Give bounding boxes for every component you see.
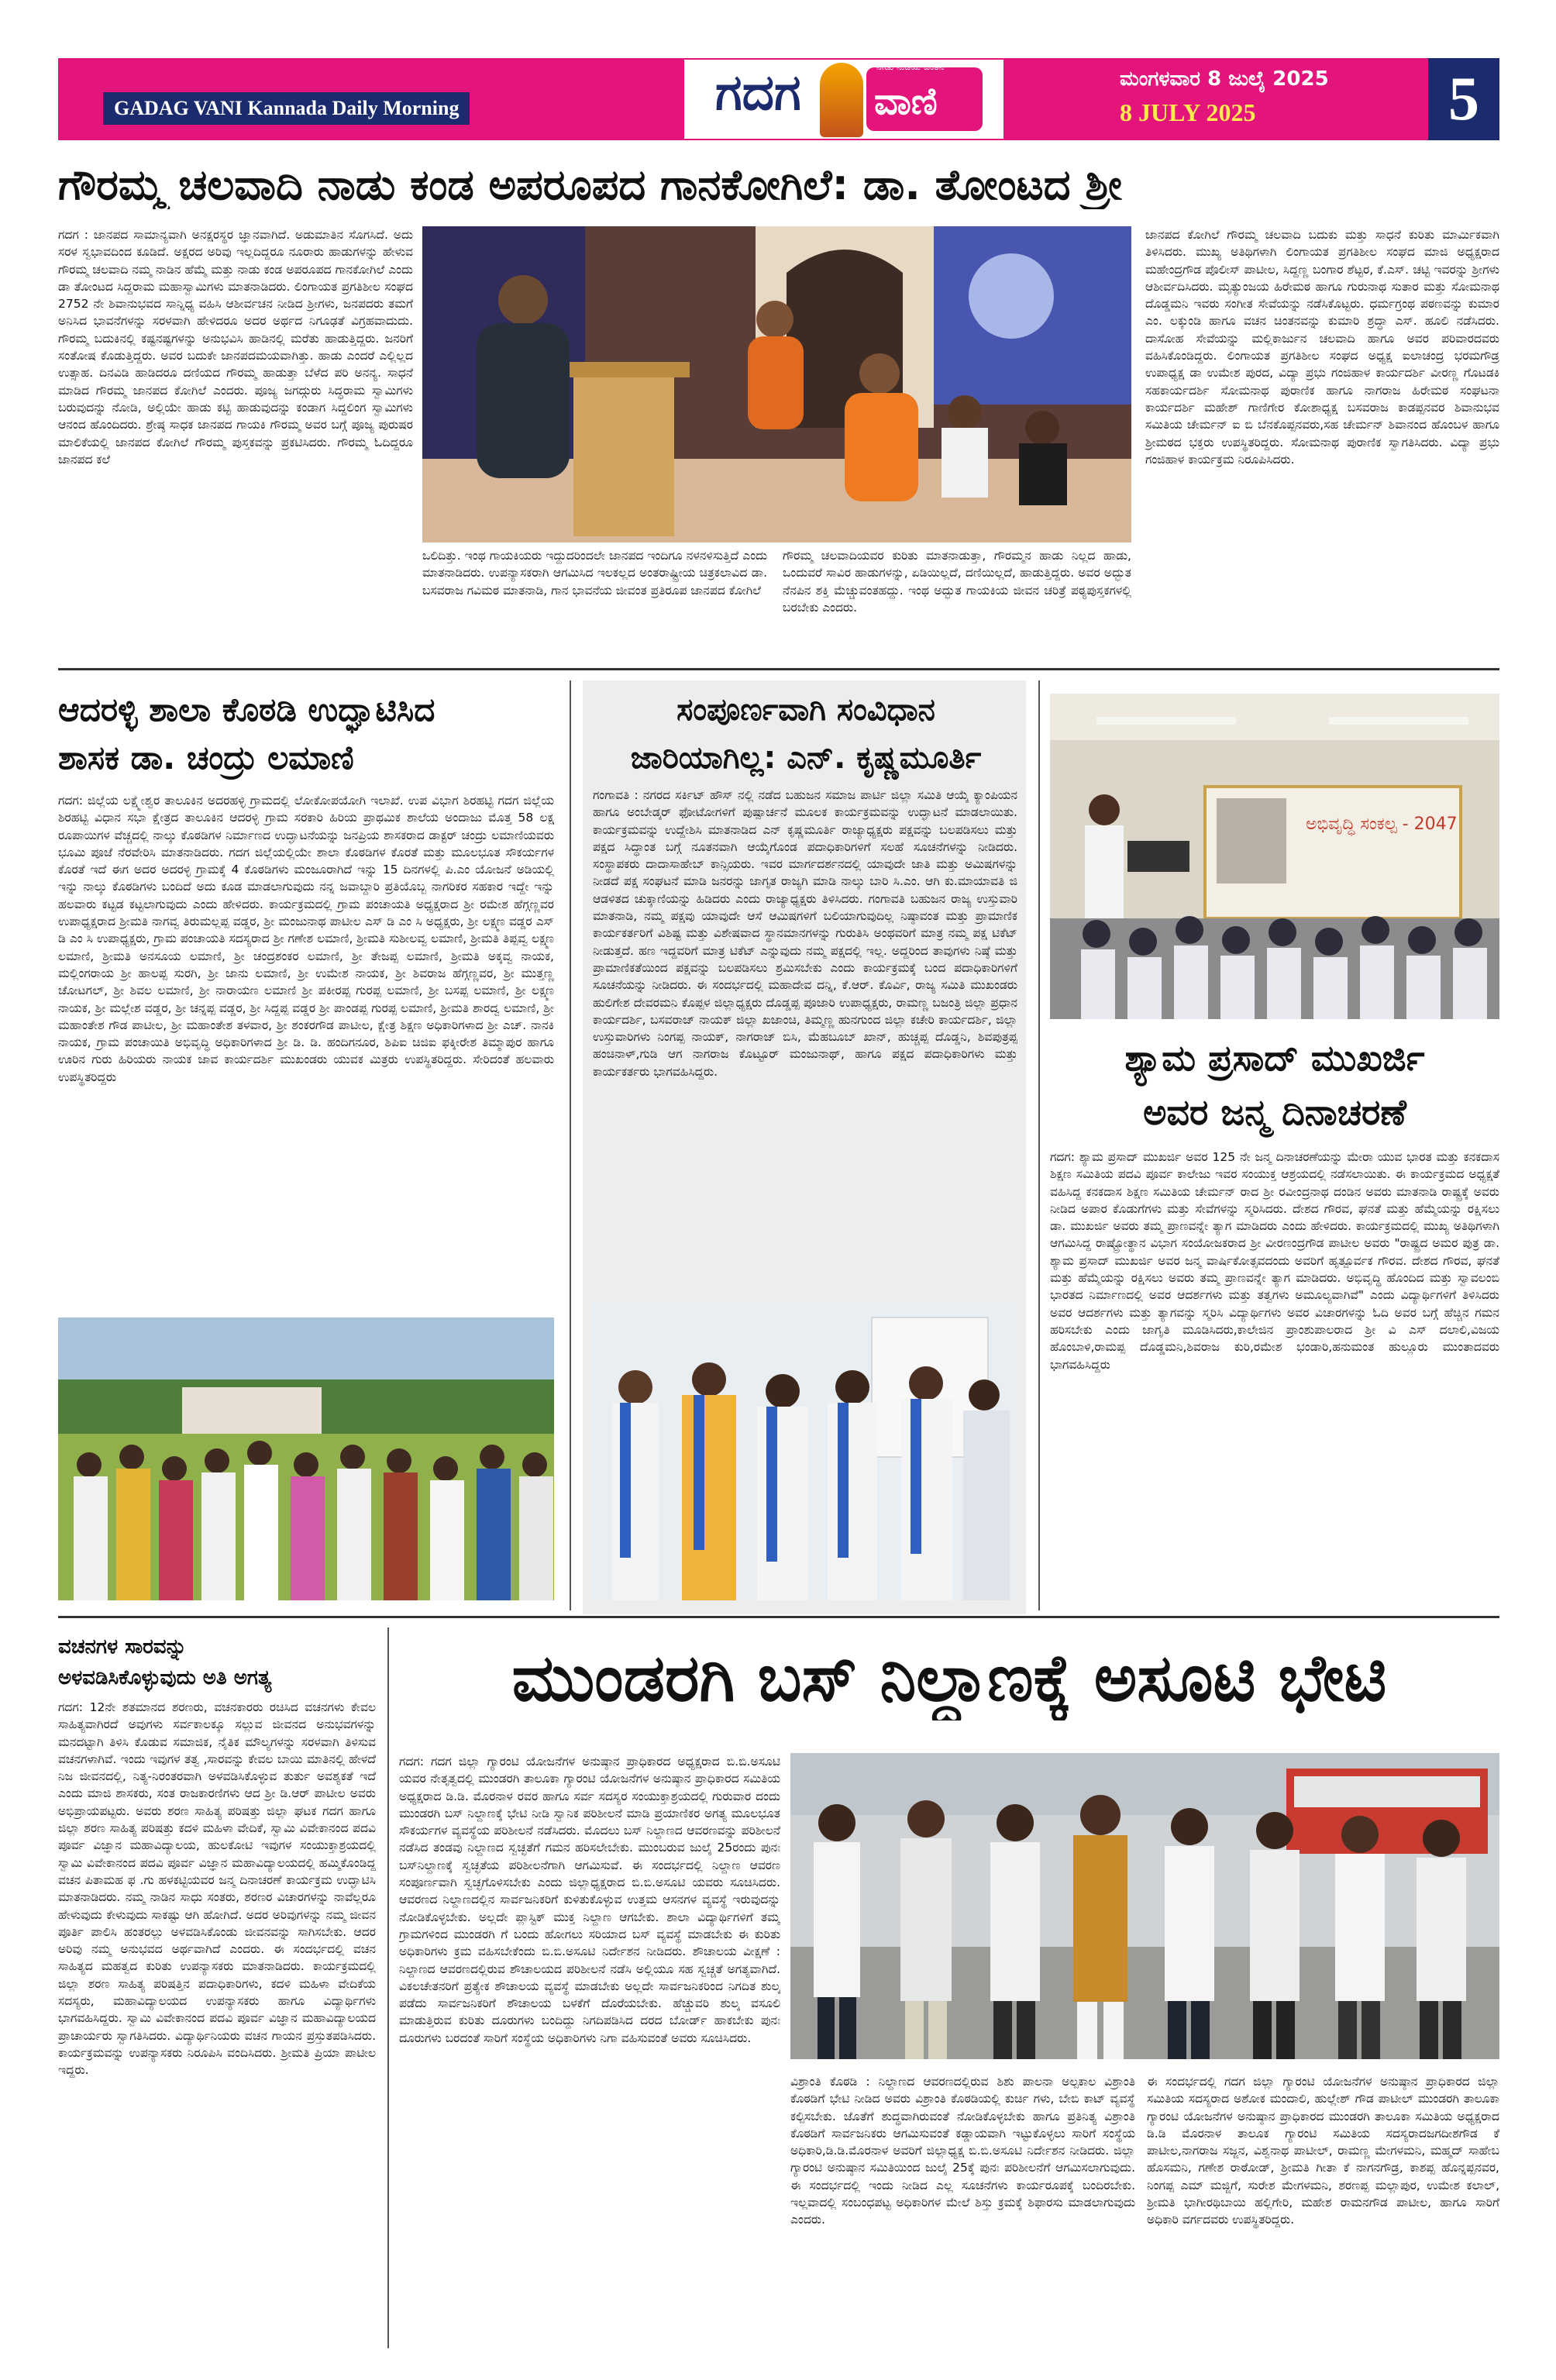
paper-english-title: GADAG VANI Kannada Daily Morning — [103, 92, 470, 125]
story6-body-mid: ವಿಶ್ರಾಂತಿ ಕೊಠಡಿ : ನಿಲ್ದಾಣದ ಆವರಣದಲ್ಲಿರುವ ಶಿಶು ಪಾಲನಾ ಅಲ್ಪಕಾಲ ವಿಶ್ರಾಂತಿ ಕೊಠಡಿಗೆ ಭೇಟಿ ನೀಡಿದ ಅವರು ವಿಶ್ರಾಂತಿ ಕೊಠಡಿಯಲ್ಲಿ ಕುರ್ಚಿ ಗಳು, ಬೇಬಿ ಕಾಟ್ ವ್ಯವಸ್ಥೆ ಕಲ್ಪಿಸಬೇಕು. ಜೊತೆಗೆ ಶುದ್ಧವಾಗಿರುವಂತೆ ನೋಡಿಕೊಳ್ಳಬೇಕು ಹಾಗೂ ಪ್ರತಿನಿತ್ಯ ವಿಶ್ರಾಂತಿ ಕೊಠಡಿಗೆ ಸಾರ್ವಜನಿಕರು ಆಗಮಿಸುವಂತೆ ಕಡ್ಡಾಯವಾಗಿ ಇಟ್ಟುಕೊಳ್ಳಲು ಸಾರಿಗೆ ಸಂಸ್ಥೆಯ ಅಧಿಕಾರಿ,ಡಿ.ಡಿ.ಮೊರನಾಳ ಅವರಿಗೆ ಜಿಲ್ಲಾಧ್ಯಕ್ಷ ಬಿ.ಬಿ.ಅಸೂಟಿ ನಿರ್ದೇಶನ ನೀಡಿದರು. ಜಿಲ್ಲಾ ಗ್ಯಾರಂಟಿ ಅನುಷ್ಠಾನ ಸಮಿತಿಯಿಂದ ಜುಲೈ 25ಕ್ಕೆ ಪುನಃ ಪರಿಶೀಲನೆಗೆ ಆಗಮಿಸಲಾಗುವುದು. ಈ ಸಂದರ್ಭದಲ್ಲಿ ಇಂದು ನೀಡಿದ ಎಲ್ಲ ಸೂಚನೆಗಳು ಕಾರ್ಯರೂಪಕ್ಕೆ ಬಂದಿರಬೇಕು. ಇಲ್ಲವಾದಲ್ಲಿ ಸಂಬಂಧಪಟ್ಟ ಅಧಿಕಾರಿಗಳ ಮೇಲೆ ಶಿಸ್ತು ಕ್ರಮಕ್ಕೆ ಶಿಫಾರಸು ಮಾಡಲಾಗುವುದು ಎಂದರು. — [790, 2075, 1135, 2227]
page-number: 5 — [1428, 58, 1499, 140]
story4-headline-line2: ಅವರ ಜನ್ಮ ದಿನಾಚರಣೆ — [1143, 1091, 1406, 1133]
masthead — [58, 58, 1499, 140]
logo-tagline: ನಾಡು ನುಡಿಯ ಚಿಂತನ — [876, 61, 945, 72]
story3-headline-line2: ಜಾರಿಯಾಗಿಲ್ಲ: ಎನ್. ಕೃಷ್ಣಮೂರ್ತಿ — [630, 740, 982, 776]
story1-photo — [422, 226, 1131, 542]
story5-headline-line2: ಅಳವಡಿಸಿಕೊಳ್ಳುವುದು ಅತಿ ಅಗತ್ಯ — [58, 1666, 272, 1689]
story4-body: ಗದಗ: ಶ್ಯಾಮ ಪ್ರಸಾದ್ ಮುಖರ್ಜಿ ಅವರ 125 ನೇ ಜನ್ಮ ದಿನಾಚರಣೆಯನ್ನು ಮೇರಾ ಯುವ ಭಾರತ ಮತ್ತು ಕನಕದಾಸ ಶಿಕ್ಷಣ ಸಮಿತಿಯ ಪದವಿ ಪೂರ್ವ ಕಾಲೇಜು ಇವರ ಸಂಯುಕ್ತ ಆಶ್ರಯದಲ್ಲಿ ನಡೆಸಲಾಯಿತು. ಈ ಕಾರ್ಯಕ್ರಮದ ಅಧ್ಯಕ್ಷತೆ ವಹಿಸಿದ್ದ ಕನಕದಾಸ ಶಿಕ್ಷಣ ಸಮಿತಿಯ ಚೇರ್ಮನ್ ರಾದ ಶ್ರೀ ರವೀಂದ್ರನಾಥ ದಂಡಿನ ಅವರು ಮಾತನಾಡಿ ರಾಷ್ಟ್ರಕ್ಕೆ ಅವರು ನೀಡಿದ ಅಪಾರ ಕೊಡುಗೆಗಳು ಮತ್ತು ಸೇವೆಗಳನ್ನು ಸ್ಮರಿಸಿದರು. ದೇಶದ ಗೌರವ, ಘನತೆ ಮತ್ತು ಹೆಮ್ಮೆಯನ್ನು ರಕ್ಷಿಸಲು ಡಾ. ಮುಖರ್ಜಿ ಅವರು ತಮ್ಮ ಪ್ರಾಣವನ್ನೇ ತ್ಯಾಗ ಮಾಡಿದರು ಎಂದು ಹೇಳಿದರು. ಕಾರ್ಯಕ್ರಮದಲ್ಲಿ ಮುಖ್ಯ ಅತಿಥಿಗಳಾಗಿ ಆಗಮಿಸಿದ್ದ ರಾಷ್ಟ್ರೋತ್ಥಾನ ವಿಭಾಗ ಸಂಯೋಜಕರಾದ ಶ್ರೀ ವೀರಣಂದ್ರಗೌಡ ಪಾಟೀಲ ಅವರು "ರಾಷ್ಟ್ರದ ಅಮರ ಪುತ್ರ ಡಾ. ಶ್ಯಾಮ ಪ್ರಸಾದ್ ಮುಖರ್ಜಿ ಅವರ ಜನ್ಮ ವಾರ್ಷಿಕೋತ್ಸವದಂದು ಅವರಿಗೆ ಹೃತ್ಪೂರ್ವಕ ಗೌರವ. ದೇಶದ ಗೌರವ, ಘನತೆ ಮತ್ತು ಹೆಮ್ಮೆಯನ್ನು ರಕ್ಷಿಸಲು ಅವರು ತಮ್ಮ ಪ್ರಾಣವನ್ನೇ ತ್ಯಾಗ ಮಾಡಿದರು. ಅಭಿವೃದ್ಧಿ ಹೊಂದಿದ ಮತ್ತು ಸ್ವಾವಲಂಬಿ ಭಾರತದ ನಿರ್ಮಾಣದಲ್ಲಿ ಅವರ ಆದರ್ಶಗಳು ಮತ್ತು ತತ್ವಗಳು ಅಮೂಲ್ಯವಾಗಿವೆ" ಎಂದು ವಿದ್ಯಾರ್ಥಿಗಳಿಗೆ ತಿಳಿಸಿದರು ಅವರ ಆದರ್ಶಗಳು ಮತ್ತು ತ್ಯಾಗವನ್ನು ಸ್ಮರಿಸಿ ವಿದ್ಯಾರ್ಥಿಗಳು ಅವರ ವಿಚಾರಗಳನ್ನು ಓದಿ ಅವರ ಬಗ್ಗೆ ಹೆಚ್ಚಿನ ಗಮನ ಹರಿಸಬೇಕು ಎಂದು ಜಾಗೃತಿ ಮೂಡಿಸಿದರು,ಕಾಲೇಜಿನ ಪ್ರಾಂಶುಪಾಲರಾದ ಶ್ರೀ ವಿ ಎಸ್ ದಲಾಲಿ,ವಿಜಯ ಹೊಂಬಾಳಿ,ರಾಮಪ್ಪ ದೊಡ್ಡಮನಿ,ಶಿವರಾಜ ಕುರಿ,ರಮೇಶ ಭಂಡಾರಿ,ಹನುಮಂತ ಹುಲ್ಲೂರು ಮುಂತಾದವರು ಭಾಗವಹಿಸಿದ್ದರು — [1050, 1150, 1499, 1372]
story2-headline — [58, 686, 554, 782]
story2-body: ಗದಗ: ಜಿಲ್ಲೆಯ ಲಕ್ಷ್ಮೇಶ್ವರ ತಾಲೂಕಿನ ಅದರಹಳ್ಳಿ ಗ್ರಾಮದಲ್ಲಿ ಲೋಕೋಪಯೋಗಿ ಇಲಾಖೆ. ಉಪ ವಿಭಾಗ ಶಿರಹಟ್ಟಿ ಗದಗ ಜಿಲ್ಲೆಯ ಶಿರಹಟ್ಟಿ ವಿಧಾನ ಸಭಾ ಕ್ಷೇತ್ರದ ತಾಲೂಕಿನ ಆದರಳ್ಳಿ ಗ್ರಾಮ ಸರಕಾರಿ ಹಿರಿಯ ಪ್ರಾಥಮಿಕ ಶಾಲೆಯ ಅಂದಾಜು ಮೊತ್ತ 58 ಲಕ್ಷ ರೂಪಾಯಿಗಳ ವೆಚ್ಚದಲ್ಲಿ ನಾಲ್ಕು ಕೊಠಡಿಗಳ ನಿರ್ಮಾಣದ ಉದ್ಘಾಟನೆಯನ್ನು ಜನಪ್ರಿಯ ಶಾಸಕರಾದ ಡಾಕ್ಟರ್ ಚಂದ್ರು ಲಮಾಣಿಯವರು ಭೂಮಿ ಪೂಜೆ ನೆರವೇರಿಸಿ ಮಾತನಾಡಿದರು. ಗದಗ ಜಿಲ್ಲೆಯಲ್ಲಿಯೇ ಶಾಲಾ ಕೊಠಡಿಗಳ ಕೊರತೆ ಮತ್ತು ಮೂಲಭೂತ ಸೌಕರ್ಯಗಳ ಕೊರತೆ ಇದೆ ಈಗ ಅದರ ಅದರಳ್ಳಿ ಗ್ರಾಮಕ್ಕೆ 4 ಕೊಠಡಿಗಳು ಮಂಜೂರಾಗಿದೆ ಇನ್ನು 15 ದಿನಗಳಲ್ಲಿ ಪಿ.ಎಂ ಯೋಜನೆ ಅಡಿಯಲ್ಲಿ ಇನ್ನು ನಾಲ್ಕು ಕೊಠಡಿಗಳು ಬಂದಿದೆ ಅದು ಕೂಡ ಮಾಡಲಾಗುವುದು ನನ್ನ ಜವಾಬ್ದಾರಿ ಪ್ರತಿಯೊಬ್ಬ ನಾಗರಿಕರ ಸಹಕಾರ ಇದ್ದೇ ಇನ್ನು ಹಲವಾರು ಕಟ್ಟಡ ಕಟ್ಟಲಾಗುವುದು ಎಂದು ಹೇಳಿದರು. ಕಾರ್ಯಕ್ರಮದಲ್ಲಿ ಗ್ರಾಮ ಪಂಚಾಯತಿ ಅಧ್ಯಕ್ಷರಾದ ಶ್ರೀ ರಮೇಶ ಹೆಗ್ಗಣ್ಣವರ ಉಪಾಧ್ಯಕ್ಷರಾದ ಶ್ರೀಮತಿ ನಾಗವ್ವ ತಿರುಮಲ್ಲಪ್ಪ ವಡ್ಡರ, ಶ್ರೀ ಮಂಜುನಾಥ ಪಾಟೀಲ ಎಸ್ ಡಿ ಎಂ ಸಿ ಅಧ್ಯಕ್ಷರು, ಶ್ರೀ ಲಕ್ಷ್ಮಣ ವಡ್ಡರ ಎಸ್ ಡಿ ಎಂ ಸಿ ಉಪಾಧ್ಯಕ್ಷರು, ಗ್ರಾಮ ಪಂಚಾಯತಿ ಸದಸ್ಯರಾದ ಶ್ರೀ ಗಣೇಶ ಲಮಾಣಿ, ಶ್ರೀಮತಿ ಸುಶೀಲವ್ವ ಲಮಾಣಿ, ಶ್ರೀಮತಿ ತಿಪ್ಪವ್ವ ಲಕ್ಷ್ಮಣ ಲಮಾಣಿ, ಶ್ರೀಮತಿ ಅನಸೂಯ ಲಮಾಣಿ, ಶ್ರೀ ಚಂದ್ರಶಂಕರ ಲಮಾಣಿ, ಶ್ರೀ ತೇಜಪ್ಪ ಲಮಾಣಿ, ಶ್ರೀಮತಿ ಅಕ್ಕವ್ವ ನಾಯಕ, ಮಲ್ಲಿಂಗರಾಯ ಶ್ರೀ ಹಾಲಪ್ಪ ಸುರಗಿ, ಶ್ರೀ ಜಾನು ಲಮಾಣಿ, ಶ್ರೀ ಉಮೇಶ ನಾಯಕ, ಶ್ರೀ ಶಿವರಾಜ ಹೆಗ್ಗಣ್ಣವರ, ಶ್ರೀ ಮುತ್ತಣ್ಣ ಚೋಟಗಲ್, ಶ್ರೀ ಶಿವಲ ಲಮಾಣಿ, ಶ್ರೀ ನಾರಾಯಣ ಲಮಾಣಿ ಶ್ರೀ ಪಕೀರಪ್ಪ ಗುರಪ್ಪ ಲಮಾಣಿ, ಶ್ರೀ ಬಸಪ್ಪ ಲಮಾಣಿ, ಶ್ರೀ ಲಕ್ಷ್ಮಣ ನಾಯಕ, ಶ್ರೀ ಮಲ್ಲೇಶ ವಡ್ಡರ, ಶ್ರೀ ಚನ್ನಪ್ಪ ವಡ್ಡರ, ಶ್ರೀ ಸಿದ್ದಪ್ಪ ವಡ್ಡರ ಶ್ರೀ ಪಾಂಡಪ್ಪ ಗುರಪ್ಪ ಲಮಾಣಿ, ಶ್ರೀಮತಿ ಶಾರದ್ವ ಲಮಾಣಿ, ಶ್ರೀ ಮಹಾಂತೇಶ ಗೌಡ ಪಾಟೀಲ, ಶ್ರೀ ಮಹಾಂತೇಶ ತಳವಾರ, ಶ್ರೀ ಶಂಕರಗೌಡ ಪಾಟೀಲ, ಕ್ಷೇತ್ರ ಶಿಕ್ಷಣ ಅಧಿಕಾರಿಗಳಾದ ಶ್ರೀ ಎಚ್. ನಾನಕಿ ನಾಯಕ, ಗ್ರಾಮ ಪಂಚಾಯಿತಿ ಅಭಿವೃದ್ಧಿ ಅಧಿಕಾರಿಗಳಾದ ಶ್ರೀ ಡಿ. ಡಿ. ಹಂದಿಗನೂರ, ಶಿಪಿಐ ಚಿಜಿಐ ಫಕ್ಕೀರೇಶ ತಿಮ್ಮಾಪುರ ಹಾಗೂ ಊರಿನ ಗುರು ಹಿರಿಯರು ನಾಯಕ ಜಾವ ಕಾರ್ಯದರ್ಶಿ ಮುಖಂಡರು ಯುವಕ ಮಿತ್ರರು ಉಪಸ್ಥಿತರಿದ್ದರು. ಸೇರಿದಂತೆ ಹಲವಾರು ಉಪಸ್ಥಿತರಿದ್ದರು — [58, 794, 554, 1084]
divider-col-c — [387, 1627, 389, 2348]
story6-headline: ಮುಂಡರಗಿ ಬಸ್ ನಿಲ್ದಾಣಕ್ಕೆ ಅಸೂಟಿ ಭೇಟಿ — [511, 1640, 1387, 1716]
story5-headline — [58, 1631, 376, 1693]
date-english: 8 JULY 2025 — [1120, 98, 1256, 126]
masthead-left-band — [58, 58, 684, 140]
logo-gadag-text: ಗದಗ — [715, 64, 801, 122]
story2-headline-line1: ಆದರಳ್ಳಿ ಶಾಲಾ ಕೊಠಡಿ ಉದ್ಘಾಟಿಸಿದ — [58, 691, 435, 728]
story1-col-under-b: ಗೌರಮ್ಮ ಚಲವಾದಿಯವರ ಕುರಿತು ಮಾತನಾಡುತ್ತಾ, ಗೌರಮ್ಮನ ಹಾಡು ನಿಲ್ಲದ ಹಾಡು, ಒಂದುವರೆ ಸಾವಿರ ಹಾಡುಗಳನ್ನು, ಏಡಿಯಿಲ್ಲದೆ, ದಣಿಯಿಲ್ಲದೆ, ಹಾಡುತ್ತಿದ್ದರು. ಅವರ ಅದ್ಭುತ ನೆನಪಿನ ಶಕ್ತಿ ಮೆಚ್ಚುವಂತಹದ್ದು. ಇಂಥ ಅದ್ಭುತ ಗಾಯಕಿಯ ಜೀವನ ಚರಿತ್ರೆ ಪಠ್ಯಪುಸ್ತಕಗಳಲ್ಲಿ ಬರಬೇಕು ಎಂದರು. — [783, 549, 1131, 615]
masthead-date-band — [1003, 58, 1428, 140]
story6-body-right: ಈ ಸಂದರ್ಭದಲ್ಲಿ ಗದಗ ಜಿಲ್ಲಾ ಗ್ಯಾರಂಟಿ ಯೋಜನೆಗಳ ಅನುಷ್ಠಾನ ಪ್ರಾಧಿಕಾರದ ಜಿಲ್ಲಾ ಸಮಿತಿಯ ಸದಸ್ಯರಾದ ಅಶೋಕ ಮಂದಾಲಿ, ಹುಲ್ಲೇಶ್ ಗೌಡ ಪಾಟೀಲ್ ಮುಂಡರಗಿ ತಾಲೂಕಾ ಗ್ಯಾರಂಟಿ ಯೋಜನೆಗಳ ಅನುಷ್ಠಾನ ಪ್ರಾಧಿಕಾರದ ಮುಂಡರಗಿ ತಾಲೂಕಾ ಸಮಿತಿಯ ಅಧ್ಯಕ್ಷರಾದ ಡಿ.ಡಿ ಮೊರನಾಳ ತಾಲೂಕ ಗ್ಯಾರಂಟಿ ಸಮಿತಿಯ ಸದಸ್ಯರಾದಜಗದೀಶಗೌಡ ಕೆ ಪಾಟೀಲ,ನಾಗರಾಜ ಸಜ್ಜನ, ವಿಶ್ವನಾಥ ಪಾಟೀಲ್, ರಾಮಣ್ಣ ಮೇಗಳಮನಿ, ಮಹ್ಮದ್ ಸಾಹೇಬ ಹೊಸಮನಿ, ಗಣೇಶ ರಾಠೋಡ್, ಶ್ರೀಮತಿ ಗೀತಾ ಕೆ ನಾಗನಗೌಡ್ರ, ಕಾಶಪ್ಪ ಹೊನ್ನಪ್ಪನವರ, ನಿಂಗಪ್ಪ ಎಮ್ ಮಜ್ಜಿಗೆ, ಸುರೇಶ ಮೇಗಳಮನಿ, ಶರಣಪ್ಪ ಮಲ್ಲಾಪುರ, ಉಮೇಶ ಕಲಾಲ್, ಶ್ರೀಮತಿ ಭಾಗೀರಥಿಬಾಯಿ ಹಲ್ಲಿಗೇರಿ, ಮಹೇಶ ರಾಮನಗೌಡ ಪಾಟೀಲ, ಹಾಗೂ ಸಾರಿಗೆ ಅಧಿಕಾರಿ ವರ್ಗದವರು ಉಪಸ್ಥಿತರಿದ್ದರು. — [1147, 2075, 1499, 2227]
logo-vani-box — [866, 67, 983, 131]
divider-col-a — [570, 680, 571, 1610]
paper-logo — [684, 58, 1003, 140]
story2-photo — [58, 1317, 554, 1600]
divider-row2 — [58, 1616, 1499, 1618]
date-kannada: ಮಂಗಳವಾರ 8 ಜುಲೈ 2025 — [1120, 67, 1329, 91]
story6-photo — [790, 1753, 1499, 2059]
story1-headline: ಗೌರಮ್ಮ ಚಲವಾದಿ ನಾಡು ಕಂಡ ಅಪರೂಪದ ಗಾನಕೋಗಿಲೆ: ಡಾ. ತೋಂಟದ ಶ್ರೀ — [58, 161, 1122, 209]
story4-headline-line1: ಶ್ಯಾಮ ಪ್ರಸಾದ್ ಮುಖರ್ಜಿ — [1124, 1037, 1425, 1079]
story3-body: ಗಂಗಾವತಿ : ನಗರದ ಸರ್ಕಿಟ್ ಹೌಸ್ ನಲ್ಲಿ ನಡೆದ ಬಹುಜನ ಸಮಾಜ ಪಾರ್ಟಿ ಜಿಲ್ಲಾ ಸಮಿತಿ ಆಯ್ಕೆ ಕ್ಯಾಂಪಿಯನ ಹಾಗೂ ಅಂಬೇಡ್ಕರ್ ಫೋಟೋಗಳಿಗೆ ಪುಷ್ಪಾರ್ಚನೆ ಮೂಲಕ ಕಾರ್ಯಕ್ರಮವನ್ನು ಉದ್ಘಾಟನೆ ಮಾಡಲಾಯಿತು. ಕಾರ್ಯಕ್ರಮವನ್ನು ಉದ್ದೇಶಿಸಿ ಮಾತನಾಡಿದ ಎನ್ ಕೃಷ್ಣಮೂರ್ತಿ ರಾಜ್ಯಾಧ್ಯಕ್ಷರು ಪಕ್ಷವನ್ನು ಬಲಪಡಿಸಲು ಮತ್ತು ಪಕ್ಷದ ಸಿದ್ಧಾಂತ ಬಗ್ಗೆ ನೂತನವಾಗಿ ಆಯ್ಕೆಗೊಂಡ ಪದಾಧಿಕಾರಿಗಳಿಗೆ ಸಲಹೆ ಸೂಚನೆಗಳನ್ನು ನೀಡಿದರು. ಸಂಸ್ಥಾಪಕರು ದಾದಾಸಾಹೇಬ್ ಕಾನ್ಸಿಯರು. ಇವರ ಮಾರ್ಗದರ್ಶನದಲ್ಲಿ ಯಾವುದೇ ಜಾತಿ ಮತ್ತು ಅಮಿಷಗಳನ್ನು ನೀಡದೆ ಪಕ್ಷ ಸಂಘಟನೆ ಮಾಡಿ ಜನರನ್ನು ಜಾಗೃತ ರಾಜ್ಯಗಿ ಮಾಡಿ ನಾಲ್ಕು ಬಾರಿ ಸಿ.ಎಂ. ಆಗಿ ಕು.ಮಾಯಾವತಿ ಜಿ ಆಡಳಿತದ ಚುಕ್ಕಾಣಿಯನ್ನು ಹಿಡಿದರು ಎಂದು ರಾಜ್ಯಾಧ್ಯಕ್ಷರು ತಿಳಿಸಿದರು. ಗಂಗಾವತಿ ಬಹುಜನ ರಾಜ್ಯ ಉಸ್ತುವಾರಿ ಮಾತನಾಡಿ, ನಮ್ಮ ಪಕ್ಷವು ಯಾವುದೇ ಆಸೆ ಆಮಿಷಗಳಿಗೆ ಬಲಿಯಾಗುವುದಿಲ್ಲ ನಿಷ್ಠಾವಂತ ಮತ್ತು ಪ್ರಾಮಾಣಿಕ ಕಾರ್ಯಕರ್ತರಿಗೆ ವಿಶಿಷ್ಟ ಮತ್ತು ವಿಶೇಷವಾದ ಸ್ಥಾನಮಾನಗಳನ್ನು ಗುರುತಿಸಿ ಅಂಥವರಿಗೆ ಮಾತ್ರ ನಮ್ಮ ಪಕ್ಷ ಟಿಕೆಟ್ ನೀಡುತ್ತದೆ. ಹಣ ಇದ್ದವರಿಗೆ ಮಾತ್ರ ಟಿಕೆಟ್ ಎನ್ನುವುದು ನಮ್ಮ ಪಕ್ಷದಲ್ಲಿ ಇಲ್ಲ. ಅದ್ದರಿಂದ ತಾವುಗಳು ನಿಷ್ಠೆ ಮತ್ತು ಪ್ರಾಮಾಣಿಕತೆಯಿಂದ ಪಕ್ಷವನ್ನು ಬಲಪಡಿಸಲು ಶ್ರಮಿಸಬೇಕು ಎಂದು ಕಾರ್ಯಕ್ರಮಕ್ಕೆ ಬಂದ ಪದಾಧಿಕಾರಿಗಳಿಗೆ ಸೂಚನೆಯನ್ನು ನೀಡಿದರು. ಈ ಸಂದರ್ಭದಲ್ಲಿ ಮಹಾದೇವ ದನ್ನಿ, ಕೆ.ಆರ್. ಕೊರ್ವಿ, ರಾಜ್ಯ ಸಮಿತಿ ಮುಖಂಡರು ಹುಲಿಗೇಶ ದೇವರಮನಿ ಕೊಪ್ಪಳ ಜಿಲ್ಲಾಧ್ಯಕ್ಷರು ದೊಡ್ಡಪ್ಪ ಪೂಜಾರಿ ಉಪಾಧ್ಯಕ್ಷರು, ರಾಮಣ್ಣ ಬಜಂತ್ರಿ ಜಿಲ್ಲಾ ಪ್ರಧಾನ ಕಾರ್ಯದರ್ಶಿ, ಬಸವರಾಜ್ ನಾಯಕ್ ಜಿಲ್ಲಾ ಖಜಾಂಚಿ, ತಿಮ್ಮಣ್ಣ ಹುನಗುಂದ ಜಿಲ್ಲಾ ಕಚೇರಿ ಕಾರ್ಯದರ್ಶಿ, ಜಿಲ್ಲಾ ಉಸ್ತುವಾರಿಗಳು ನಿಂಗಪ್ಪ ನಾಯಕ್, ನಾಗರಾಜ್ ಬಿಸಿ, ಮೆಹಬೂಬ್ ಖಾನ್, ಹುಚ್ಚಪ್ಪ ದೊಡ್ಡನಿ, ಶಿವಪುತ್ರಪ್ಪ ಹಂಚಿನಾಳ್,ಗುಡಿ ಆಗ ನಾಗರಾಜ ಕೊಟ್ಟೂರ್ ಮಂಜುನಾಥ್, ಹಾಗೂ ಪಕ್ಷದ ಪದಾಧಿಕಾರಿಗಳು ಮತ್ತು ಕಾರ್ಯಕರ್ತರು ಭಾಗವಹಿಸಿದ್ದರು. — [593, 788, 1017, 1079]
story5-body: ಗದಗ: 12ನೇ ಶತಮಾನದ ಶರಣರು, ವಚನಕಾರರು ರಚಿಸಿದ ವಚನಗಳು ಕೇವಲ ಸಾಹಿತ್ಯವಾಗಿರದೆ ಅವುಗಳು ಸರ್ವಕಾಲಕ್ಕೂ ಸಲ್ಲುವ ಜೀವನದ ಅನುಭವಗಳನ್ನು ಮನದಟ್ಟಾಗಿ ತಿಳಿಸಿ ಕೊಡುವ ಸಮಾಜಿಕ, ನೈತಿಕ ಮೌಲ್ಯಗಳನ್ನು ಸರಳವಾಗಿ ತಿಳಿಸುವ ವಚನಗಳಾಗಿವೆ. ಇಂದು ಇವುಗಳ ತತ್ವ ,ಸಾರವನ್ನು ಕೇವಲ ಬಾಯಿ ಮಾತಿನಲ್ಲಿ ಹೇಳದೆ ನಿಜ ಜೀವನದಲ್ಲಿ, ನಿತ್ಯ-ನಿರಂತರವಾಗಿ ಅಳವಡಿಸಿಕೊಳ್ಳುವ ತುರ್ತು ಅವಶ್ಯಕತೆ ಇದೆ ಎಂದು ಮಾಜಿ ಶಾಸಕರು, ಸಂತ ರಾಜಕಾರಣಿಗಳು ಆದ ಶ್ರೀ ಡಿ.ಆರ್ ಪಾಟೀಲ ಅವರು ಅಭಿಪ್ರಾಯಪಟ್ಟರು. ಅವರು ಶರಣ ಸಾಹಿತ್ಯ ಪರಿಷತ್ತು ಜಿಲ್ಲಾ ಘಟಕ ಗದಗ ಹಾಗೂ ಜಿಲ್ಲಾ ಶರಣ ಸಾಹಿತ್ಯ ಪರಿಷತ್ತು ಕದಳಿ ಮಹಿಳಾ ವೇದಿಕೆ, ಸ್ವಾಮಿ ವಿವೇಕಾನಂದ ಪದವಿ ಪೂರ್ವ ವಿಜ್ಞಾನ ಮಹಾವಿದ್ಯಾಲಯ, ಹುಲಕೋಟಿ ಇವುಗಳ ಸಂಯುಕ್ತಾಶ್ರಯದಲ್ಲಿ ಸ್ವಾಮಿ ವಿವೇಕಾನಂದ ಪದವಿ ಪೂರ್ವ ವಿಜ್ಞಾನ ಮಹಾವಿದ್ಯಾಲಯದಲ್ಲಿ ಹಮ್ಮಿಕೊಂಡಿದ್ದ ವಚನ ಪಿತಾಮಹ ಫ .ಗು ಹಳಕಟ್ಟಿಯವರ ಜನ್ಮ ದಿನಾಚರಣೆ ಕಾರ್ಯಕ್ರಮ ಉದ್ಘಾಟಿಸಿ ಮಾತನಾಡಿದರು. ನಮ್ಮ ನಾಡಿನ ಸಾಧು ಸಂತರು, ಶರಣರ ವಿಚಾರಗಳನ್ನು ನಾವೆಲ್ಲರೂ ಹೇಳುವುದು ಕೇಳುವುದು ಸಾಕಷ್ಟು ಆಗಿ ಹೋಗಿದೆ. ಅದರ ಅರಿವುಗಳನ್ನು ನಮ್ಮ ಜೀವನ ಪೂರ್ತಿ ಪಾಲಿಸಿ ಹಂತರಲ್ಲು ಅಳವಡಿಸಿಕೊಂಡು ಜೀವನವನ್ನು ಸಾಗಿಸಬೇಕು. ಆದರ ಅರಿವು ನಮ್ಮ ಅನುಭವದ ಅರ್ಥವಾಗಿದೆ ಎಂದರು. ಈ ಸಂದರ್ಭದಲ್ಲಿ ವಚನ ಸಾಹಿತ್ಯದ ಮಹತ್ವದ ಕುರಿತು ಉಪನ್ಯಾಸಕರು ಮಾತನಾಡಿದರು. ಕಾರ್ಯಕ್ರಮದಲ್ಲಿ ಜಿಲ್ಲಾ ಶರಣ ಸಾಹಿತ್ಯ ಪರಿಷತ್ತಿನ ಪದಾಧಿಕಾರಿಗಳು, ಕದಳಿ ಮಹಿಳಾ ವೇದಿಕೆಯ ಸದಸ್ಯರು, ಮಹಾವಿದ್ಯಾಲಯದ ಉಪನ್ಯಾಸಕರು ಹಾಗೂ ವಿದ್ಯಾರ್ಥಿಗಳು ಭಾಗವಹಿಸಿದ್ದರು. ಸ್ವಾಮಿ ವಿವೇಕಾನಂದ ಪದವಿ ಪೂರ್ವ ವಿಜ್ಞಾನ ಮಹಾವಿದ್ಯಾಲಯದ ಪ್ರಾಚಾರ್ಯರು ಸ್ವಾಗತಿಸಿದರು. ವಿದ್ಯಾರ್ಥಿನಿಯರು ವಚನ ಗಾಯನ ಪ್ರಸ್ತುತಪಡಿಸಿದರು. ಕಾರ್ಯಕ್ರಮವನ್ನು ಉಪನ್ಯಾಸಕರು ನಿರೂಪಿಸಿ ವಂದಿಸಿದರು. ಶ್ರೀಮತಿ ಪ್ರಿಯಾ ಪಾಟೀಲ ಇದ್ದರು. — [58, 1700, 376, 2078]
story3-photo — [593, 1302, 1017, 1600]
story1-col1: ಗದಗ : ಜಾನಪದ ಸಾಮಾನ್ಯವಾಗಿ ಅನಕ್ಷರಸ್ಥರ ಜ್ಞಾನವಾಗಿದೆ. ಅಡುಮಾತಿನ ಸೊಗಸಿದೆ. ಅದು ಸರಳ ಸ್ವಭಾವದಿಂದ ಕೂಡಿದೆ. ಅಕ್ಷರದ ಅರಿವು ಇಲ್ಲದಿದ್ದರೂ ನೂರಾರು ಹಾಡುಗಳನ್ನು ಹೇಳುವ ಗೌರಮ್ಮ ಚಲವಾದಿ ನಮ್ಮ ನಾಡಿನ ಹೆಮ್ಮೆ ಮತ್ತು ನಾಡು ಕಂಡ ಅಪರೂಪದ ಗಾನಕೋಗಿಲೆ ಎಂದು ಡಾ ತೋಂಟದ ಸಿದ್ದರಾಮ ಮಹಾಸ್ವಾಮಿಗಳು ಮಾತನಾಡಿದರು. ಲಿಂಗಾಯತ ಪ್ರಗತಿಶೀಲ ಸಂಘದ 2752 ನೇ ಶಿವಾನುಭವದ ಸಾನ್ನಿಧ್ಯ ವಹಿಸಿ ಆಶೀರ್ವಚನ ನೀಡಿದ ಶ್ರೀಗಳು, ಜನಪದರು ತಮಗೆ ಅನಿಸಿದ ಭಾವನೆಗಳನ್ನು ಸರಳವಾಗಿ ಹೇಳಿದರೂ ಅದರ ಅರ್ಥದ ನಿಗೂಢತೆ ವಿಗ್ರಹವಾದುದು. ಗೌರಮ್ಮ ಬದುಕಿನಲ್ಲಿ ಕಷ್ಟನಷ್ಟಗಳನ್ನು ಅನುಭವಿಸಿ ಹಾಡಿನಲ್ಲಿ ಮರೆತು ಹಾಡುತ್ತಿದ್ದರು. ಜನರಿಗೆ ಸಂತೋಷ ಕೊಡುತ್ತಿದ್ದರು. ಅವರ ಬದುಕೇ ಜಾನಪದಮಯವಾಗಿತ್ತು. ಹಾಡು ಎಂದರೆ ಎಲ್ಲಿಲ್ಲದ ಉತ್ಸಾಹ. ದಿನವಿಡಿ ಹಾಡಿದರೂ ದಣಿಯದ ಗೌರಮ್ಮ ಹಾಡುತ್ತಾ ಬೆಳೆದ ಪರಿ ಅನನ್ಯ. ಸಾಧನೆ ಮಾಡಿದ ಗೌರಮ್ಮ ಜಾನಪದ ಕೋಗಿಲೆ ಎಂದರು. ಪೂಜ್ಯ ಜಗದ್ಗುರು ಸಿದ್ಧರಾಮ ಸ್ವಾಮಿಗಳು ಬರುವುದನ್ನು ನೋಡಿ, ಅಲ್ಲಿಯೇ ಹಾಡು ಕಟ್ಟಿ ಹಾಡುವುದನ್ನು ಕಂಡಾಗ ಸಿದ್ದಲಿಂಗ ಸ್ವಾಮಿಗಳು ಆನಂದ ಹೊಂದಿದರು. ಶ್ರೇಷ್ಠ ಸಾಧಕ ಜಾನಪದ ಗಾಯಕಿ ಗೌರಮ್ಮ ಅವರ ಬಗ್ಗೆ ಪೂಜ್ಯ ಪುರುಷರ ಮಾಲಿಕೆಯಲ್ಲಿ ಜಾನಪದ ಕೋಗಿಲೆ ಗೌರಮ್ಮ ಪುಸ್ತಕವನ್ನು ಪ್ರಕಟಿಸಿದರು. ಗೌರಮ್ಮ ಓದಿದ್ದರೂ ಜಾನಪದ ಕಲೆ — [58, 228, 413, 467]
story4-headline — [1050, 1031, 1499, 1139]
story4-banner-text: ಅಭಿವೃದ್ಧಿ ಸಂಕಲ್ಪ - 2047 — [1306, 815, 1458, 834]
story4-photo — [1050, 694, 1499, 1019]
story1-col-under-a: ಒಲಿದಿತ್ತು. ಇಂಥ ಗಾಯಕಿಯರು ಇದ್ದುದರಿಂದಲೇ ಜಾನಪದ ಇಂದಿಗೂ ನಳನಳಿಸುತ್ತಿದೆ ಎಂದು ಮಾತನಾಡಿದರು. ಉಪನ್ಯಾಸಕರಾಗಿ ಆಗಮಿಸಿದ ಇಲಕಲ್ಲದ ಅಂತರಾಷ್ಟ್ರೀಯ ಚಿತ್ರಕಲಾವಿದ ಡಾ. ಬಸವರಾಜ ಗವಿಮಠ ಮಾತನಾಡಿ, ಗಾನ ಭಾವನೆಯ ಜೀವಂತ ಪ್ರತಿರೂಪ ಜಾನಪದ ಕೋಗಿಲೆ — [422, 549, 767, 598]
story5-headline-line1: ವಚನಗಳ ಸಾರವನ್ನು — [58, 1635, 187, 1658]
logo-vani-text: ವಾಣಿ — [874, 80, 938, 123]
logo-figure-icon — [820, 63, 863, 137]
divider-row1 — [58, 668, 1499, 670]
story3-headline-line1: ಸಂಪೂರ್ಣವಾಗಿ ಸಂವಿಧಾನ — [676, 692, 935, 728]
story2-headline-line2: ಶಾಸಕ ಡಾ. ಚಂದ್ರು ಲಮಾಣಿ — [58, 739, 354, 777]
story3-headline — [589, 686, 1023, 782]
story1-col-right: ಜಾನಪದ ಕೋಗಿಲೆ ಗೌರಮ್ಮ ಚಲವಾದಿ ಬದುಕು ಮತ್ತು ಸಾಧನೆ ಕುರಿತು ಮಾರ್ಮಿಕವಾಗಿ ತಿಳಿಸಿದರು. ಮುಖ್ಯ ಅತಿಥಿಗಳಾಗಿ ಲಿಂಗಾಯತ ಪ್ರಗತಿಶೀಲ ಸಂಘದ ಮಾಜಿ ಅಧ್ಯಕ್ಷರಾದ ಮಹೇಂದ್ರಗೌಡ ಪೊಲೀಸ್ ಪಾಟೀಲ, ಸಿದ್ದಣ್ಣ ಬಂಗಾರ ಶೆಟ್ಟರ, ಕೆ.ಎಸ್. ಚಟ್ಟಿ ಇವರನ್ನು ಶ್ರೀಗಳು ಆಶೀರ್ವದಿಸಿದರು. ಮೃತ್ಯುಂಜಯ ಹಿರೇಮಠ ಹಾಗೂ ಗುರುನಾಥ ಸುತಾರ ಮತ್ತು ಸೋಮನಾಥ ದೊಡ್ಡಮನಿ ಇವರು ಸಂಗೀತ ಸೇವೆಯನ್ನು ನಡೆಸಿಕೊಟ್ಟರು. ಧರ್ಮಗ್ರಂಥ ಪಠಣವನ್ನು ಕುಮಾರ ಎಂ. ಲಕ್ಕುಂಡಿ ಹಾಗೂ ವಚನ ಚಿಂತನವನ್ನು ಕುಮಾರಿ ಶ್ರದ್ಧಾ ಎಸ್. ಹೂಲಿ ನಡೆಸಿದರು. ದಾಸೋಹ ಸೇವೆಯನ್ನು ಮಲ್ಲಿಕಾರ್ಜುನ ಚಲವಾದಿ ಹಾಗೂ ಅವರ ಪರಿವಾರದವರು ವಹಿಸಿಕೊಂಡಿದ್ದರು. ಲಿಂಗಾಯತ ಪ್ರಗತಿಶೀಲ ಸಂಘದ ಅಧ್ಯಕ್ಷ ಐಲಾಚಂದ್ರ ಭರಮಗೌಡ್ರ ಉಪಾಧ್ಯಕ್ಷ ಡಾ ಉಮೇಶ ಪುರದ, ವಿದ್ಯಾ ಪ್ರಭು ಗಂಜಿಹಾಳ ಕಾರ್ಯದರ್ಶಿ ವೀರಣ್ಣ ಗೊಟಡಕಿ ಸಹಕಾರ್ಯದರ್ಶಿ ಸೋಮನಾಥ ಪುರಾಣಿಕ ಹಾಗೂ ನಾಗರಾಜ ಹಿರೇಮಠ ಸಂಘಟನಾ ಕಾರ್ಯದರ್ಶಿ ಮಹೇಶ್ ಗಾಣಿಗೇರ ಕೋಶಾಧ್ಯಕ್ಷ ಬಸವರಾಜ ಕಾಡಪ್ಪನವರ ಶಿವಾನುಭವ ಸಮಿತಿಯ ಚೇರ್ಮನ್ ಐ ಬಿ ಬೆನಕೊಪ್ಪನವರು,ಸಹ ಚೇರ್ಮನ್ ಶಿವಾನಂದ ಹೊಂಬಳ ಹಾಗೂ ಶ್ರೀಮಠದ ಭಕ್ತರು ಉಪಸ್ಥಿತರಿದ್ದರು. ಸೋಮನಾಥ ಪುರಾಣಿಕ ಸ್ವಾಗತಿಸಿದರು. ವಿದ್ಯಾ ಪ್ರಭು ಗಂಜಿಹಾಳ ಕಾರ್ಯಕ್ರಮ ನಿರೂಪಿಸಿದರು. — [1145, 228, 1499, 467]
story6-body-left: ಗದಗ: ಗದಗ ಜಿಲ್ಲಾ ಗ್ಯಾರಂಟಿ ಯೋಜನೆಗಳ ಅನುಷ್ಠಾನ ಪ್ರಾಧಿಕಾರದ ಅಧ್ಯಕ್ಷರಾದ ಬಿ.ಬಿ.ಅಸೂಟಿ ಯವರ ನೇತೃತ್ವದಲ್ಲಿ ಮುಂಡರಗಿ ತಾಲೂಕಾ ಗ್ಯಾರಂಟಿ ಯೋಜನೆಗಳ ಅನುಷ್ಠಾನ ಪ್ರಾಧಿಕಾರದ ಸಮಿತಿಯ ಅಧ್ಯಕ್ಷರಾದ ಡಿ.ಡಿ. ಮೊರನಾಳ ರವರ ಹಾಗೂ ಸರ್ವ ಸದಸ್ಯರ ಸಂಯುಕ್ತಾಶ್ರಯದಲ್ಲಿ ಗುರುವಾರ ದಂದು ಮುಂಡರಗಿ ಬಸ್ ನಿಲ್ದಾಣಕ್ಕೆ ಭೇಟಿ ನೀಡಿ ಸ್ವಾನಿಕ ಪರಿಶೀಲನೆ ಮಾಡಿ ಪ್ರಯಾಣಿಕರ ಅಗತ್ಯ ಮೂಲಭೂತ ಸೌಕರ್ಯಗಳ ವ್ಯವಸ್ಥೆಯ ಪರಿಶೀಲನೆ ನಡೆಸಿದರು. ಮೊದಲು ಬಸ್ ನಿಲ್ದಾಣದ ಆವರಣವನ್ನು ಪರಿಶೀಲನೆ ನಡೆಸಿದ ತಂಡವು ನಿಲ್ದಾಣದ ಸ್ವಚ್ಛತೆಗೆ ಗಮನ ಹರಿಸಲೇಬೇಕು. ಮುಂಬರುವ ಜುಲೈ 25ರಂದು ಪುನಃ ಬಸ್‌ನಿಲ್ದಾಣಕ್ಕೆ ಸ್ವಚ್ಛತೆಯ ಪರಿಶೀಲನೆಗಾಗಿ ಆಗಮಿಸುವೆ. ಈ ಸಂದರ್ಭದಲ್ಲಿ ನಿಲ್ದಾಣ ಆವರಣ ಸಂಪೂರ್ಣವಾಗಿ ಸ್ವಚ್ಛಗೊಳಿಸಬೇಕು ಎಂದು ಜಿಲ್ಲಾಧ್ಯಕ್ಷರಾದ ಬಿ.ಬಿ.ಅಸೂಟಿ ಯವರು ಸೂಚಿಸಿದರು. ಆವರಣದ ನಿಲ್ದಾಣದಲ್ಲಿನ ಸಾರ್ವಜನಿಕರಿಗೆ ಕುಳಿತುಕೊಳ್ಳುವ ಉತ್ತಮ ಆಸನಗಳ ವ್ಯವಸ್ಥೆ ಇರುವುದನ್ನು ನೋಡಿಕೊಳ್ಳಬೇಕು. ಅಲ್ಲದೇ ಪ್ಲಾಸ್ಟಿಕ್ ಮುಕ್ತ ನಿಲ್ದಾಣ ಆಗಬೇಕು. ಶಾಲಾ ವಿದ್ಯಾರ್ಥಿಗಳಿಗೆ ತಮ್ಮ ಗ್ರಾಮಗಳಿಂದ ಮುಂಡರಗಿ ಗೆ ಬಂದು ಹೋಗಲು ಸರಿಯಾದ ಬಸ್ ವ್ಯವಸ್ಥೆ ಮಾಡಬೇಕು ಈ ಕುರಿತು ಅಧಿಕಾರಿಗಳು ಕ್ರಮ ವಹಿಸಬೇಕೆಂದು ಬಿ.ಬಿ.ಅಸೂಟಿ ನಿರ್ದೇಶನ ನೀಡಿದರು. ಶೌಚಾಲಯ ವೀಕ್ಷಣೆ : ನಿಲ್ದಾಣದ ಆವರಣದಲ್ಲಿರುವ ಶೌಚಾಲಯದ ಪರಿಶೀಲನೆ ನಡೆಸಿ ಅಲ್ಲಿಯೂ ಸಹ ಸ್ವಚ್ಚತೆ ಅಗತ್ಯವಾಗಿದೆ. ವಿಕಲಚೇತನರಿಗೆ ಪ್ರತ್ಯೇಕ ಶೌಚಾಲಯ ವ್ಯವಸ್ಥೆ ಮಾಡಬೇಕು ಅಲ್ಲದೇ ಸಾರ್ವಜನಿಕರಿಂದ ನಿಗದಿತ ಶುಲ್ಕ ಪಡೆದು ಸಾರ್ವಜನಿಕರಿಗೆ ಶೌಚಾಲಯ ಬಳಕೆಗೆ ದೊರೆಯಬೇಕು. ಹೆಚ್ಚುವರಿ ಶುಲ್ಕ ವಸೂಲಿ ಮಾಡುತ್ತಿರುವ ಕುರಿತು ದೂರುಗಳು ಬಂದಿದ್ದು ನಿಗದಿಪಡಿಸಿದ ದರದ ಬೋರ್ಡ್ ಹಾಕಬೇಕು ಪುನಃ ದೂರುಗಳು ಬರದಂತೆ ಸಾರಿಗೆ ಸಂಸ್ಥೆಯ ಅಧಿಕಾರಿಗಳು ನಿಗಾ ವಹಿಸುವಂತೆ ಅವರು ಸೂಚಿಸಿದರು. — [399, 1755, 780, 2045]
divider-col-b — [1038, 680, 1040, 1610]
